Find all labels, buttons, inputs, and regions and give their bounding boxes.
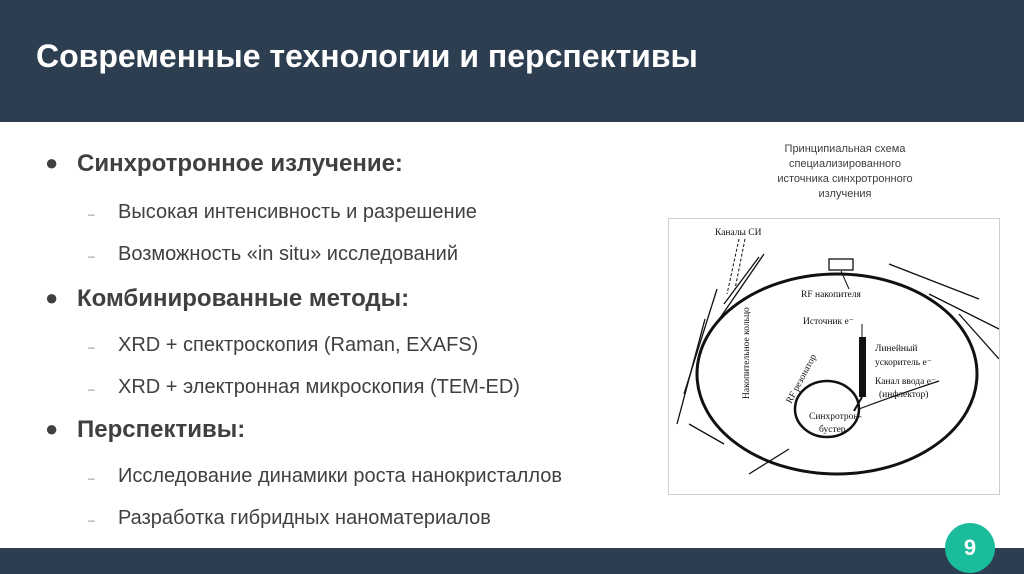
bullet-text: Комбинированные методы: bbox=[77, 285, 410, 312]
label-linac-1: Линейный bbox=[875, 344, 918, 354]
sub-bullet-dash: – bbox=[88, 471, 95, 485]
slide-header bbox=[0, 0, 1024, 122]
bullet-text: Синхротронное излучение: bbox=[77, 150, 403, 177]
rf-cavity-box bbox=[829, 259, 853, 270]
bullet-dot: ● bbox=[45, 285, 59, 310]
sub-bullet-text: XRD + электронная микроскопия (TEM-ED) bbox=[118, 376, 520, 398]
sub-bullet-text: Разработка гибридных наноматериалов bbox=[118, 507, 491, 529]
storage-ring-shape bbox=[697, 274, 977, 474]
sub-bullet-dash: – bbox=[88, 340, 95, 354]
sub-bullet-text: Высокая интенсивность и разрешение bbox=[118, 201, 477, 223]
linac-bar bbox=[859, 337, 866, 397]
sub-bullet-text: Исследование динамики роста нанокристаллов bbox=[118, 465, 562, 487]
slide-footer bbox=[0, 548, 1024, 574]
synchrotron-diagram-svg bbox=[669, 219, 999, 494]
sub-bullet-dash: – bbox=[88, 513, 95, 527]
label-booster-2: бустер bbox=[819, 425, 846, 435]
caption-line: специализированного bbox=[788, 158, 902, 170]
radiation-channels bbox=[677, 254, 999, 474]
sub-bullet-dash: – bbox=[88, 249, 95, 263]
caption-line: источника синхротронного bbox=[777, 173, 913, 185]
sub-bullet-dash: – bbox=[88, 207, 95, 221]
caption-line: Принципиальная схема bbox=[784, 143, 906, 155]
slide-title: Современные технологии и перспективы bbox=[36, 38, 698, 74]
caption-line: излучения bbox=[818, 188, 872, 200]
bullet-dot: ● bbox=[45, 150, 59, 175]
label-storage-ring: Накопительное кольцо bbox=[742, 307, 752, 399]
sub-bullet-text: Возможность «in situ» исследований bbox=[118, 243, 459, 265]
bullet-list bbox=[0, 122, 670, 548]
label-injection-1: Канал ввода e⁻ bbox=[875, 377, 936, 387]
bullet-dot: ● bbox=[45, 416, 59, 441]
label-booster-1: Синхротрон- bbox=[809, 412, 862, 422]
page-number-badge: 9 bbox=[945, 523, 995, 573]
sub-bullet-dash: – bbox=[88, 382, 95, 396]
label-electron-source: Источник e⁻ bbox=[803, 317, 854, 327]
label-rf-resonator: RF резонатор bbox=[784, 352, 820, 406]
label-injection-2: (инфлектор) bbox=[879, 390, 929, 400]
label-si-channels: Каналы СИ bbox=[715, 228, 762, 238]
label-rf-storage: RF накопителя bbox=[801, 290, 861, 300]
sub-bullet-text: XRD + спектроскопия (Raman, EXAFS) bbox=[118, 334, 479, 356]
figure-caption bbox=[745, 142, 945, 202]
synchrotron-diagram bbox=[668, 218, 1000, 495]
bullet-text: Перспективы: bbox=[77, 416, 246, 443]
label-linac-2: ускоритель e⁻ bbox=[875, 358, 932, 368]
